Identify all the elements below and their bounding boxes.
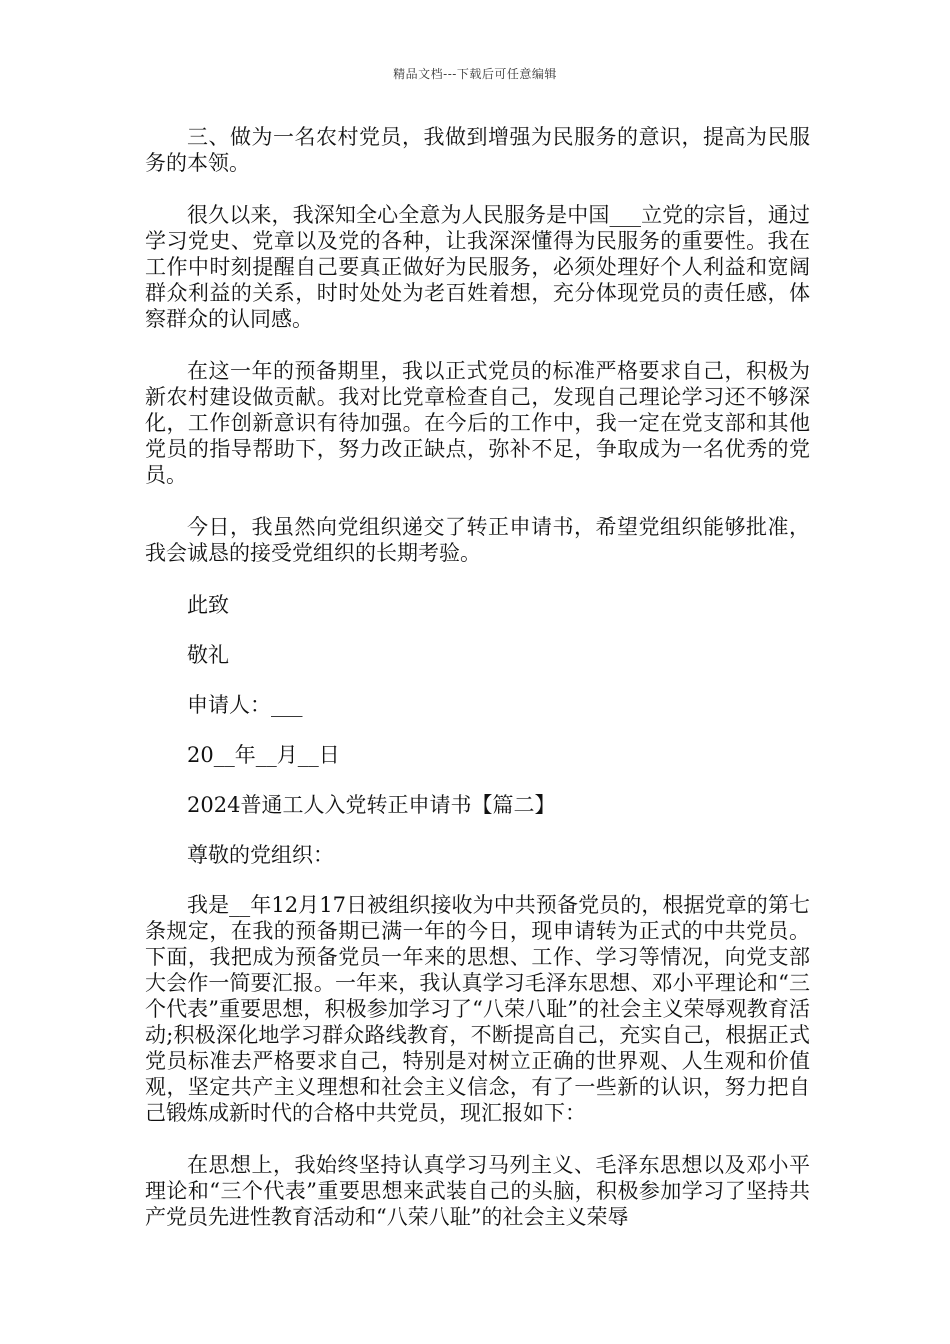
paragraph-submission: 今日，我虽然向党组织递交了转正申请书，希望党组织能够批准，我会诚恳的接受党组织的长期考验。 bbox=[145, 515, 810, 565]
section-title: 2024普通工人入党转正申请书【篇二】 bbox=[187, 793, 556, 817]
paragraph-probation-year: 在这一年的预备期里，我以正式党员的标准严格要求自己，积极为新农村建设做贡献。我对比党章检查自己，发现自己理论学习还不够深化，工作创新意识有待加强。在今后的工作中，我一定在党支部和其他党员的指导帮助下，努力改正缺点，弥补不足，争取成为一名优秀的党员。 bbox=[145, 359, 810, 487]
document-body bbox=[145, 124, 810, 1256]
salutation: 尊敬的党组织： bbox=[187, 843, 334, 867]
date-line: 20__年__月__日 bbox=[187, 743, 340, 767]
paragraph-ideology: 在思想上，我始终坚持认真学习马列主义、毛泽东思想以及邓小平理论和“三个代表”重要思想来武装自己的头脑，积极参加学习了坚持共 产党员先进性教育活动和“八荣八耻”的社会主义荣辱 bbox=[145, 1153, 810, 1229]
paragraph-service-awareness: 三、做为一名农村党员，我做到增强为民服务的意识，提高为民服务的本领。 bbox=[145, 125, 810, 175]
paragraph-application-intro: 我是__年12月17日被组织接收为中共预备党员的，根据党章的第七条规定，在我的预备期已满一年的今日，现申请转为正式的中共党员。下面，我把成为预备党员一年来的思想、工作、学习等情况，向党支部大会作一简要汇报。一年来，我认真学习毛泽东思想、邓小平理论和“三个代表”重要思想，积极参加学习了“八荣八耻”的社会主义荣辱观教育活动;积极深化地学习群众路线教育，不断提高自己，充实自己，根据正式党员标准去严格要求自己，特别是对树立正确的世界观、人生观和价值观，坚定共产主义理想和社会主义信念，有了一些新的认识，努力把自己锻炼成新时代的合格中共党员，现汇报如下： bbox=[145, 893, 810, 1125]
paragraph-serve-people: 很久以来，我深知全心全意为人民服务是中国___立党的宗旨，通过学习党史、党章以及党的各种，让我深深懂得为民服务的重要性。我在工作中时刻提醒自己要真正做好为民服务，必须处理好个人利益和宽阔群众利益的关系，时时处处为老百姓着想，充分体现党员的责任感，体察群众的认同感。 bbox=[145, 203, 810, 331]
closing-salute: 此致 bbox=[187, 593, 229, 617]
closing-regards: 敬礼 bbox=[187, 643, 229, 667]
applicant-line: 申请人：___ bbox=[187, 693, 303, 717]
page-header: 精品文档---下载后可任意编辑 bbox=[393, 67, 557, 81]
